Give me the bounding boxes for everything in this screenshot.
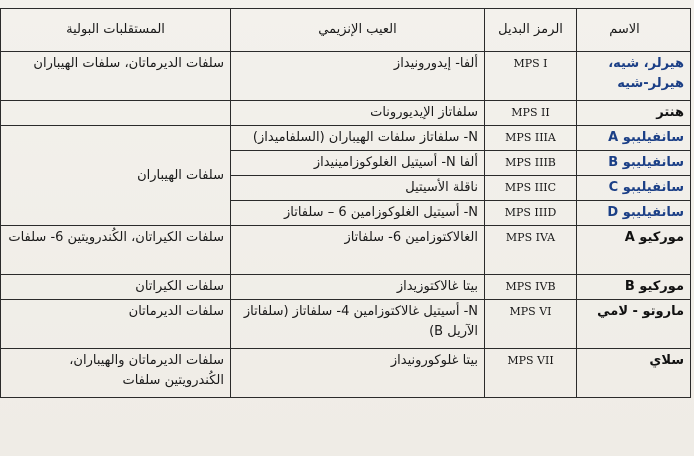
- header-name: الاسم: [577, 9, 691, 52]
- cell-defect: ناقلة الأسيتيل: [231, 176, 485, 201]
- table-row: [1, 349, 691, 398]
- cell-defect: ألفا N- أسيتيل الغلوكوزامينيداز: [231, 151, 485, 176]
- cell-name: سانفيليبو B: [577, 151, 691, 176]
- table-row: [1, 126, 691, 151]
- mps-table: [0, 8, 691, 398]
- cropped-top-line: [0, 0, 694, 8]
- table-header-row: [1, 9, 691, 52]
- cell-name: موركيو A: [577, 226, 691, 275]
- cell-name: هيرلر، شيه، هيرلر-شيه: [577, 52, 691, 101]
- cell-name: سانفيليبو D: [577, 201, 691, 226]
- header-substrates: المستقلبات البولية: [1, 9, 231, 52]
- table-row: [1, 101, 691, 126]
- table-row: [1, 275, 691, 300]
- cell-substrates: سلفات الكيراتان: [1, 275, 231, 300]
- cell-defect: سلفاتاز الإيديورونات: [231, 101, 485, 126]
- cell-substrates: سلفات الهيباران: [1, 126, 231, 226]
- cell-code: MPS IIIC: [485, 176, 577, 201]
- cell-defect: بيتا غلوكورونيداز: [231, 349, 485, 398]
- cell-defect: N- سلفاتاز سلفات الهيباران (السلفاميداز): [231, 126, 485, 151]
- cell-code: MPS I: [485, 52, 577, 101]
- cell-code: MPS VII: [485, 349, 577, 398]
- cell-name: سلاي: [577, 349, 691, 398]
- cell-name: موركيو B: [577, 275, 691, 300]
- cell-substrates: سلفات الديرماتان والهيباران، الكُندرويتين سلفات: [1, 349, 231, 398]
- cell-code: MPS IIIA: [485, 126, 577, 151]
- cell-name: سانفيليبو C: [577, 176, 691, 201]
- cell-code: MPS IVB: [485, 275, 577, 300]
- cell-code: MPS II: [485, 101, 577, 126]
- cell-substrates-empty: [1, 101, 231, 126]
- cell-substrates: سلفات الديرماتان، سلفات الهيباران: [1, 52, 231, 101]
- cell-name: هنتر: [577, 101, 691, 126]
- table-row: [1, 226, 691, 275]
- cell-defect: ألفا- إيدورونيداز: [231, 52, 485, 101]
- cell-code: MPS IIIB: [485, 151, 577, 176]
- cell-substrates: سلفات الديرماتان: [1, 300, 231, 349]
- cell-defect: N- أسيتيل الغلوكوزامين 6 – سلفاتاز: [231, 201, 485, 226]
- cell-defect: بيتا غالاكتوزيداز: [231, 275, 485, 300]
- cell-code: MPS IVA: [485, 226, 577, 275]
- cell-defect: N- أسيتيل غالاكتوزامين 4- سلفاتاز (سلفاتاز الآريل B): [231, 300, 485, 349]
- table-row: [1, 52, 691, 101]
- header-defect: العيب الإنزيمي: [231, 9, 485, 52]
- cell-name: ماروتو - لامي: [577, 300, 691, 349]
- cell-defect: الغالاكتوزامين 6- سلفاتاز: [231, 226, 485, 275]
- cell-name: سانفيليبو A: [577, 126, 691, 151]
- cell-substrates: سلفات الكيراتان، الكُندرويتين 6- سلفات: [1, 226, 231, 275]
- header-code: الرمز البديل: [485, 9, 577, 52]
- cell-code: MPS VI: [485, 300, 577, 349]
- cell-code: MPS IIID: [485, 201, 577, 226]
- table-row: [1, 300, 691, 349]
